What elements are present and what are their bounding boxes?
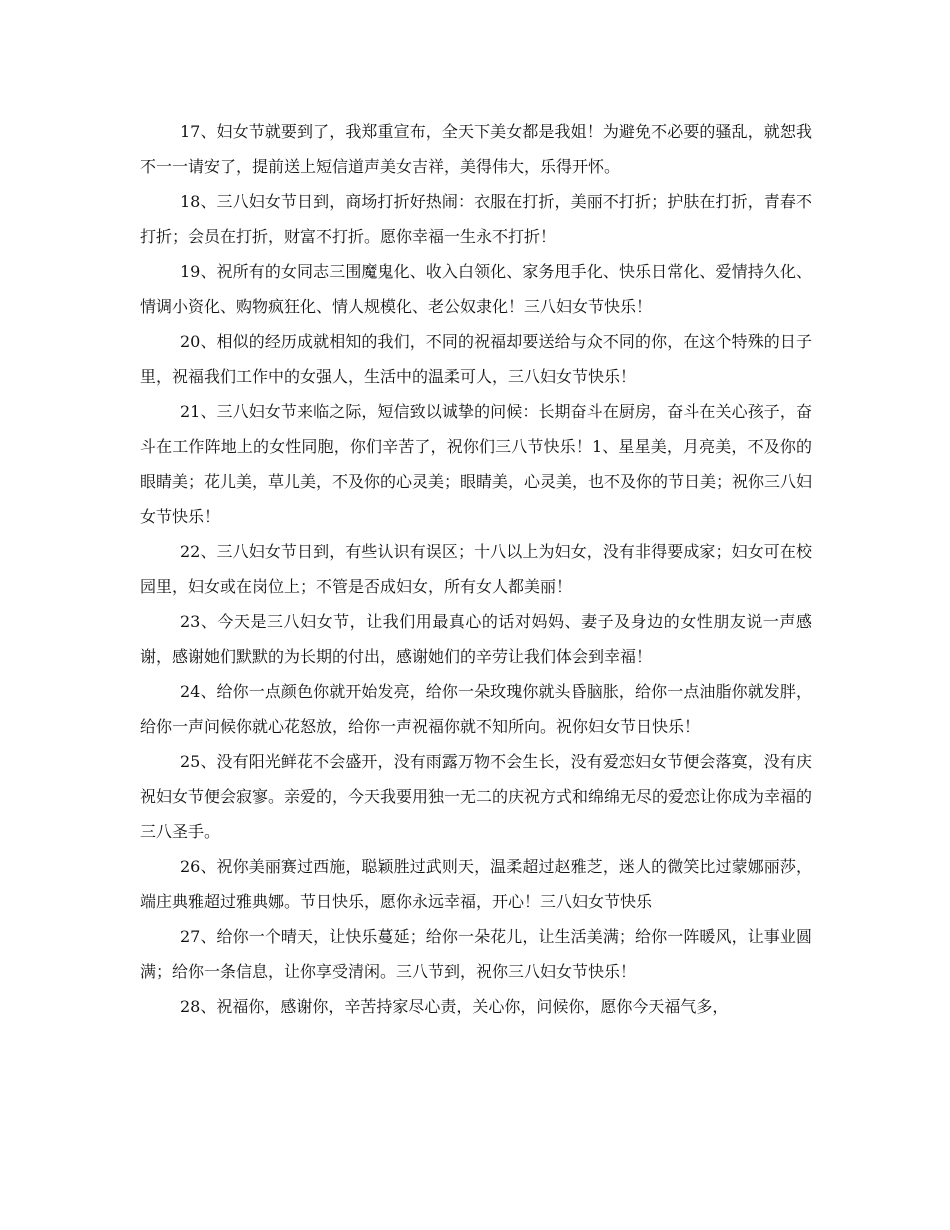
paragraph-21: 21、三八妇女节来临之际，短信致以诚挚的问候：长期奋斗在厨房，奋斗在关心孩子，奋斗在工作阵地上的女性同胞，你们辛苦了，祝你们三八节快乐！1、星星美，月亮美，不及你的眼睛美；花儿美，草儿美，不及你的心灵美；眼睛美，心灵美，也不及你的节日美；祝你三八妇女节快乐！ <box>140 402 813 526</box>
paragraph-26: 26、祝你美丽赛过西施，聪颖胜过武则天，温柔超过赵雅芝，迷人的微笑比过蒙娜丽莎，端庄典雅超过雅典娜。节日快乐，愿你永远幸福，开心！三八妇女节快乐 <box>140 857 812 911</box>
paragraph-22: 22、三八妇女节日到，有些认识有误区；十八以上为妇女，没有非得要成家；妇女可在校园里，妇女或在岗位上；不管是否成妇女，所有女人都美丽！ <box>140 542 812 596</box>
document-body <box>140 114 812 1024</box>
paragraph-19: 19、祝所有的女同志三围魔鬼化、收入白领化、家务甩手化、快乐日常化、爱情持久化、情调小资化、购物疯狂化、情人规模化、老公奴隶化！三八妇女节快乐！ <box>140 262 812 316</box>
paragraph-25: 25、没有阳光鲜花不会盛开，没有雨露万物不会生长，没有爱恋妇女节便会落寞，没有庆祝妇女节便会寂寥。亲爱的，今天我要用独一无二的庆祝方式和绵绵无尽的爱恋让你成为幸福的三八圣手。 <box>140 752 813 841</box>
paragraph-18: 18、三八妇女节日到，商场打折好热闹：衣服在打折，美丽不打折；护肤在打折，青春不打折；会员在打折，财富不打折。愿你幸福一生永不打折！ <box>140 192 812 246</box>
paragraph-24: 24、给你一点颜色你就开始发亮，给你一朵玫瑰你就头昏脑胀，给你一点油脂你就发胖，给你一声问候你就心花怒放，给你一声祝福你就不知所向。祝你妇女节日快乐！ <box>140 682 812 736</box>
paragraph-17: 17、妇女节就要到了，我郑重宣布，全天下美女都是我姐！为避免不必要的骚乱，就恕我不一一请安了，提前送上短信道声美女吉祥，美得伟大，乐得开怀。 <box>140 122 812 176</box>
paragraph-23: 23、今天是三八妇女节，让我们用最真心的话对妈妈、妻子及身边的女性朋友说一声感谢，感谢她们默默的为长期的付出，感谢她们的辛劳让我们体会到幸福！ <box>140 612 812 666</box>
paragraph-27: 27、给你一个晴天，让快乐蔓延；给你一朵花儿，让生活美满；给你一阵暖风，让事业圆满；给你一条信息，让你享受清闲。三八节到，祝你三八妇女节快乐！ <box>140 927 812 981</box>
paragraph-28: 28、祝福你，感谢你，辛苦持家尽心责，关心你，问候你，愿你今天福气多， <box>180 997 729 1016</box>
paragraph-20: 20、相似的经历成就相知的我们，不同的祝福却要送给与众不同的你，在这个特殊的日子里，祝福我们工作中的女强人，生活中的温柔可人，三八妇女节快乐！ <box>140 332 812 386</box>
